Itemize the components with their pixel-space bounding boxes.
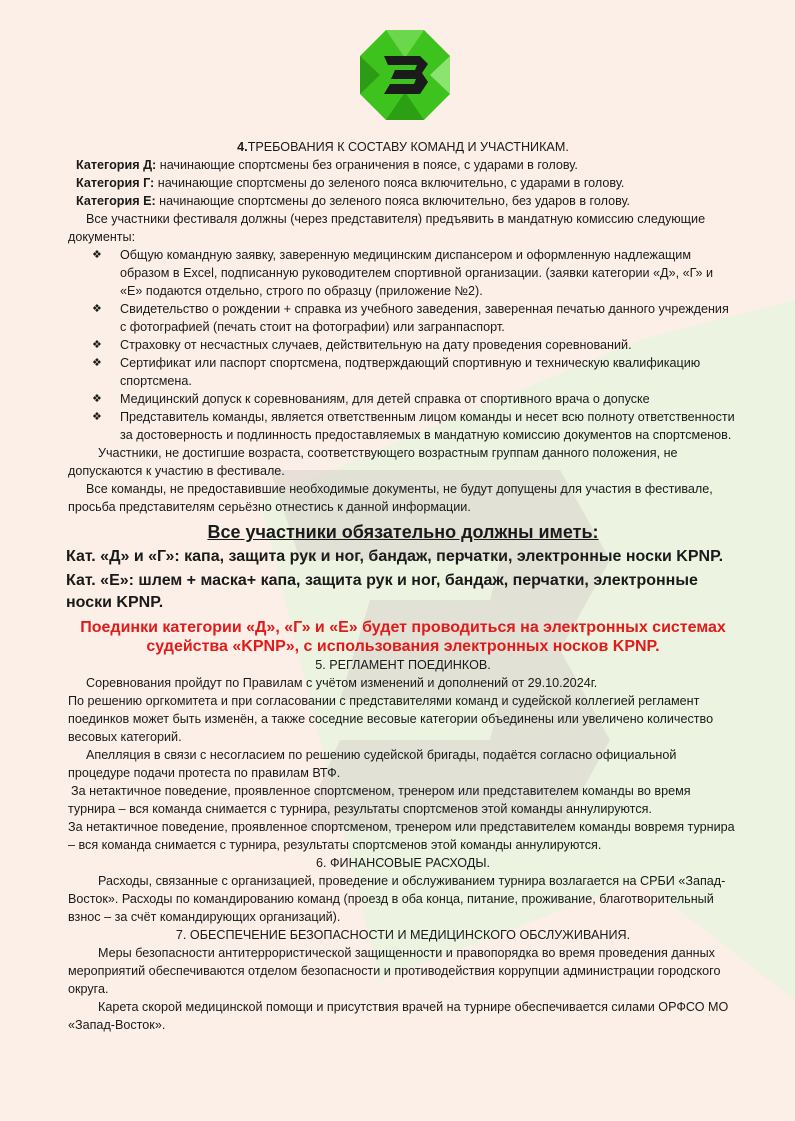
list-item <box>92 246 738 300</box>
section-5-p1: Соревнования пройдут по Правилам с учётом изменений и дополнений от 29.10.2024г. <box>86 676 598 690</box>
list-item <box>92 300 738 336</box>
documents-intro: Все участники фестиваля должны (через представителя) предъявить в мандатную комиссию следующие документы: <box>68 212 706 244</box>
diamond-bullet-icon: ❖ <box>92 249 102 261</box>
category-e-name: Категория Е: <box>76 194 156 208</box>
category-g-line <box>68 174 738 192</box>
category-d-line <box>68 156 738 174</box>
diamond-bullet-icon: ❖ <box>92 411 102 423</box>
list-item-text: Страховку от несчастных случаев, действительную на дату проведения соревнований. <box>120 338 632 352</box>
section-5-p2: По решению оргкомитета и при согласовании с представителями команд и судейской коллегией регламент поединков может быть изменён, а также соседние весовые категории объединены или увеличено количество весовых категорий. <box>68 694 714 744</box>
section-5-p4: За нетактичное поведение, проявленное спортсменом, тренером или представителем команды во время турнира – вся команда снимается с турнира, результаты спортсменов этой команды аннулируются. <box>68 784 691 816</box>
section-4-number: 4. <box>237 140 248 154</box>
logo-icon <box>358 28 452 122</box>
section-4-title-text: ТРЕБОВАНИЯ К СОСТАВУ КОМАНД И УЧАСТНИКАМ. <box>247 140 569 154</box>
list-item <box>92 354 738 390</box>
documents-list <box>68 246 738 444</box>
list-item-text: Медицинский допуск к соревнованиям, для детей справка от спортивного врача о допуске <box>120 392 650 406</box>
diamond-bullet-icon: ❖ <box>92 357 102 369</box>
list-item-text: Свидетельство о рождении + справка из учебного заведения, заверенная печатью данного учреждения с фотографией (печать стоит на фотографии) или загранпаспорт. <box>120 302 729 334</box>
diamond-bullet-icon: ❖ <box>92 303 102 315</box>
list-item <box>92 408 738 444</box>
section-7-title: 7. ОБЕСПЕЧЕНИЕ БЕЗОПАСНОСТИ И МЕДИЦИНСКОГО ОБСЛУЖИВАНИЯ. <box>175 928 631 942</box>
diamond-bullet-icon: ❖ <box>92 339 102 351</box>
electronic-scoring-notice: Поединки категории «Д», «Г» и «Е» будет проводиться на электронных системах судейства «KPNP», с использования электронных носков KPNP. <box>80 619 726 655</box>
list-item-text: Общую командную заявку, заверенную медицинским диспансером и оформленную надлежащим образом в Excel, подписанную руководителем спортивной организации. (заявки категории «Д», «Г» и «Е» подаются отдельно, строго по образцу (приложение №2). <box>120 248 714 298</box>
equipment-dg: Кат. «Д» и «Г»: капа, защита рук и ног, бандаж, перчатки, электронные носки KPNP. <box>66 548 724 565</box>
documents-note: Все команды, не предоставившие необходимые документы, не будут допущены для участия в фестивале, просьба представителям серьёзно отнестись к данной информации. <box>68 482 713 514</box>
section-7-p2: Карета скорой медицинской помощи и присутствия врачей на турнире обеспечивается силами ОРФСО МО «Запад-Восток». <box>68 1000 729 1032</box>
section-5-p3: Апелляция в связи с несогласием по решению судейской бригады, подаётся согласно официальной процедуре подачи протеста по правилам ВТФ. <box>68 748 677 780</box>
category-g-name: Категория Г: <box>76 176 155 190</box>
category-d-name: Категория Д: <box>76 158 157 172</box>
section-4-title <box>68 138 738 156</box>
list-item-text: Сертификат или паспорт спортсмена, подтверждающий спортивную и техническую квалификацию спортсмена. <box>120 356 701 388</box>
section-6-p1: Расходы, связанные с организацией, проведение и обслуживанием турнира возлагается на СРБИ «Запад-Восток». Расходы по командированию команд (проезд в оба конца, питание, проживание, благотворительный взнос – за счёт командирующих организаций). <box>68 874 726 924</box>
category-e-text: начинающие спортсмены до зеленого пояса включительно, без ударов в голову. <box>155 194 631 208</box>
list-item-text: Представитель команды, является ответственным лицом команды и несет всю полноту ответственности за достоверность и подлинность предоставляемых в мандатную комиссию документов на спортсменов. <box>120 410 735 442</box>
document-page <box>68 138 738 1034</box>
category-g-text: начинающие спортсмены до зеленого пояса включительно, с ударами в голову. <box>154 176 625 190</box>
age-note: Участники, не достигшие возраста, соответствующего возрастным группам данного положения, не допускаются к участию в фестивале. <box>68 446 678 478</box>
equipment-e: Кат. «Е»: шлем + маска+ капа, защита рук и ног, бандаж, перчатки, электронные носки KPNP. <box>66 572 698 611</box>
section-7-p1: Меры безопасности антитеррористической защищенности и правопорядка во время проведения данных мероприятий обеспечиваются отделом безопасности и противодействия коррупции администрации городского округа. <box>68 946 721 996</box>
category-e-line <box>68 192 738 210</box>
list-item <box>92 390 738 408</box>
section-5-p5: За нетактичное поведение, проявленное спортсменом, тренером или представителем команды вовремя турнира – вся команда снимается с турнира, результаты спортсменов этой команды аннулируются. <box>68 820 735 852</box>
category-d-text: начинающие спортсмены без ограничения в поясе, с ударами в голову. <box>156 158 578 172</box>
section-5-title: 5. РЕГЛАМЕНТ ПОЕДИНКОВ. <box>315 658 491 672</box>
list-item <box>92 336 738 354</box>
equipment-heading: Все участники обязательно должны иметь: <box>207 522 599 542</box>
section-6-title: 6. ФИНАНСОВЫЕ РАСХОДЫ. <box>315 856 491 870</box>
diamond-bullet-icon: ❖ <box>92 393 102 405</box>
